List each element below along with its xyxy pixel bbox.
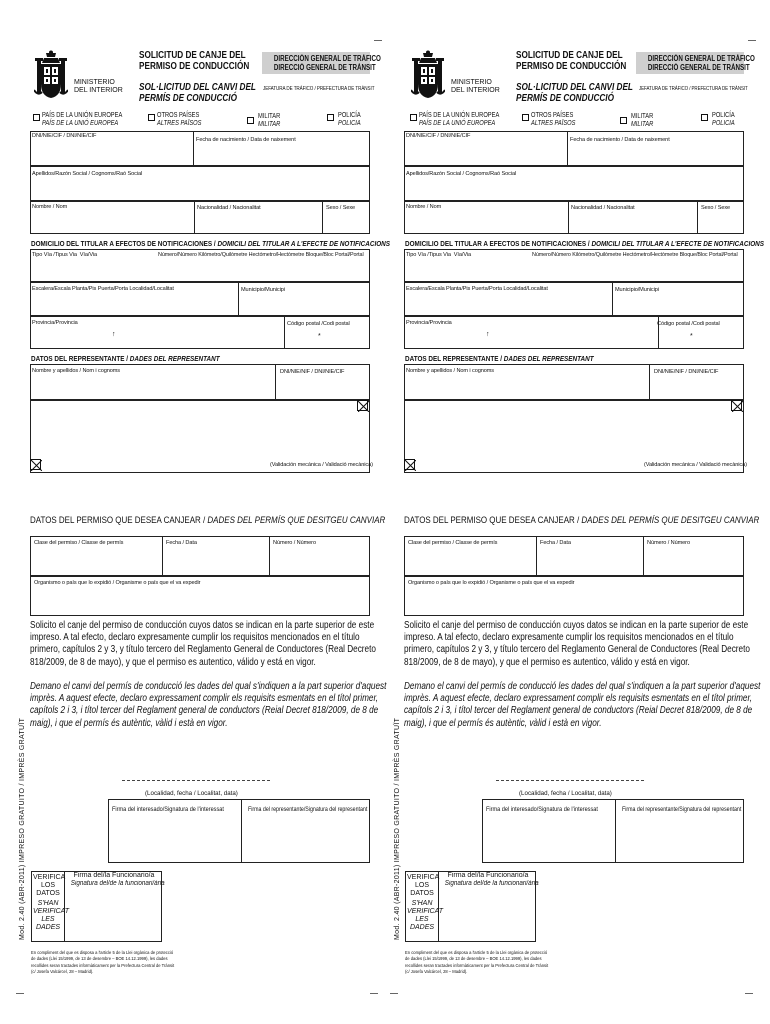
validation-cross-icon <box>404 459 415 470</box>
birth-date-label: Fecha de nacimiento / Data de naixement <box>196 137 296 143</box>
permit-class-label: Clase del permiso / Classe de permís <box>408 540 498 546</box>
crop-mark <box>390 993 398 994</box>
form-title-ca: SOL·LICITUD DEL CANVI DEL PERMÍS DE CONDUCCIÓ <box>139 82 256 104</box>
dni-label: DNI/NIE/CIF / DNI/NIE/CIF <box>406 133 471 139</box>
other-countries-checkbox[interactable] <box>148 114 155 121</box>
official-signature-label: Firma del/la Funcionario/a Signatura del/de la funcionari/ària <box>444 872 539 887</box>
sex-label: Sexo / Sexe <box>701 205 731 211</box>
police-label: POLICÍA POLICIA <box>712 112 735 127</box>
side-label: Mod. 2.40 (ABR-2011) IMPRESO GRATUITO / IMPRÈS GRATUÏT <box>394 717 401 940</box>
military-label: MILITAR MILITAR <box>258 113 281 128</box>
birth-date-label: Fecha de nacimiento / Data de naixement <box>570 137 670 143</box>
representative-dni-label: DNI/NIE/NIF / DNI/NIE/CIF <box>654 369 719 375</box>
declaration-es: Solicito el canje del permiso de conducción cuyos datos se indican en la parte superior de este impreso. A tal efecto, declaro expresamente cumplir los requisitos mencionados en el título primero, capítulos 2 y 3, y título tercero del Reglamento General de Conductores (Real Decreto 818/2009, de 8 de mayo), y que el permiso es autentico, válido y está en vigor. <box>404 620 750 668</box>
police-checkbox[interactable] <box>701 114 708 121</box>
postal-code-label: Código postal /Codi postal <box>657 321 720 327</box>
street-type-label: Tipo Vía /Tipus Via Vía/Via <box>32 252 97 258</box>
validation-cross-icon <box>731 400 742 411</box>
nationality-label: Nacionalidad / Nacionalitat <box>571 205 635 211</box>
representative-name-label: Nombre y apellidos / Nom i cognoms <box>32 368 121 374</box>
place-date-line <box>122 780 270 781</box>
crop-mark <box>16 993 24 994</box>
surnames-label: Apellidos/Razón Social / Cognoms/Raó Social <box>32 171 143 177</box>
place-date-label: (Localidad, fecha / Localitat, data) <box>145 790 238 797</box>
form-title-es: SOLICITUD DE CANJE DEL PERMISO DE CONDUCCIÓN <box>139 50 250 72</box>
name-label: Nombre / Nom <box>32 204 68 210</box>
permit-date-label: Fecha / Data <box>540 540 571 546</box>
mechanical-validation-label: (Validación mecánica / Validació mecànica) <box>270 462 373 468</box>
ministry-label: MINISTERIO DEL INTERIOR <box>451 79 500 94</box>
province-arrow-mark: ↑ <box>486 331 490 338</box>
form-title-ca: SOL·LICITUD DEL CANVI DEL PERMÍS DE CONDUCCIÓ <box>516 82 633 104</box>
stair-label: Escalera/Escala Planta/Pis Puerta/Porta Localidad/Localitat <box>406 286 548 292</box>
province-label: Provincia/Provincia <box>406 320 452 326</box>
jefatura-label: JEFATURA DE TRÁFICO / PREFECTURA DE TRÀNSIT <box>639 86 748 92</box>
dgt-header: DIRECCIÓN GENERAL DE TRÁFICO DIRECCIÓ GENERAL DE TRÀNSIT <box>262 52 370 74</box>
place-date-label: (Localidad, fecha / Localitat, data) <box>519 790 612 797</box>
ministry-label: MINISTERIO DEL INTERIOR <box>74 79 123 94</box>
province-arrow-mark: ↑ <box>112 331 116 338</box>
verifica-label: VERIFICA LOS DATOS S'HAN VERIFICAT LES DADES <box>407 874 444 931</box>
coat-of-arms-logo <box>34 50 68 111</box>
representative-heading: DATOS DEL REPRESENTANTE / DADES DEL REPRESENTANT <box>31 354 220 363</box>
crop-mark <box>748 40 756 41</box>
eu-country-checkbox[interactable] <box>410 114 417 121</box>
police-label: POLICÍA POLICIA <box>338 112 361 127</box>
surnames-label: Apellidos/Razón Social / Cognoms/Raó Social <box>406 171 517 177</box>
permit-heading: DATOS DEL PERMISO QUE DESEA CANJEAR / DADES DEL PERMÍS QUE DESITGEU CANVIAR <box>30 514 386 525</box>
street-numbers-label: Número/Número Kilómetro/Quilòmetre Hectómetro/Hectòmetre Bloque/Bloc Portal/Portal <box>158 252 364 258</box>
permit-issuer-label: Organismo o país que lo expidió / Organisme o país que el va expedir <box>34 580 201 586</box>
coat-of-arms-logo <box>411 50 445 111</box>
other-countries-checkbox[interactable] <box>522 114 529 121</box>
declaration-ca: Demano el canvi del permís de conducció les dades del qual s'indiquen a la part superior d'aquest imprès. A aquest efecte, declaro expressament complir els requisits esmentats en el títol primer, capítols 2 i 3, i títol tercer del Reglament general de conductors (Reial Decret 818/2009, de 8 de maig), i que el permís és autèntic, vàlid i està en vigor. <box>404 681 761 729</box>
validation-cross-icon <box>357 400 368 411</box>
dgt-header: DIRECCIÓN GENERAL DE TRÁFICO DIRECCIÓ GENERAL DE TRÀNSIT <box>636 52 744 74</box>
police-checkbox[interactable] <box>327 114 334 121</box>
other-countries-label: OTROS PAÍSES ALTRES PAÏSOS <box>157 112 202 127</box>
crop-mark <box>745 993 753 994</box>
stair-label: Escalera/Escala Planta/Pis Puerta/Porta Localidad/Localitat <box>32 286 174 292</box>
representative-signature-label: Firma del representante/Signatura del representant <box>248 806 368 813</box>
address-heading: DOMICILIO DEL TITULAR A EFECTOS DE NOTIFICACIONES / DOMICILI DEL TITULAR A L'EFECTE DE NOTIFICACIONS <box>405 239 764 248</box>
permit-date-label: Fecha / Data <box>166 540 197 546</box>
permit-number-label: Número / Número <box>273 540 316 546</box>
jefatura-label: JEFATURA DE TRÁFICO / PREFECTURA DE TRÀNSIT <box>263 86 375 92</box>
postal-code-label: Código postal /Codi postal <box>287 321 350 327</box>
declaration-ca: Demano el canvi del permís de conducció les dades del qual s'indiquen a la part superior d'aquest imprès. A aquest efecte, declaro expressament complir els requisits esmentats en el títol primer, capítols 2 i 3, i títol tercer del Reglament general de conductors (Reial Decret 818/2009, de 8 de maig), i que el permís és autèntic, vàlid i està en vigor. <box>30 681 387 729</box>
representative-heading: DATOS DEL REPRESENTANTE / DADES DEL REPRESENTANT <box>405 354 594 363</box>
applicant-signature-label: Firma del interesado/Signatura de l'interessat <box>112 806 224 813</box>
permit-number-label: Número / Número <box>647 540 690 546</box>
other-countries-label: OTROS PAÍSES ALTRES PAÏSOS <box>531 112 576 127</box>
eu-country-label: PAÍS DE LA UNIÓN EUROPEA PAÍS DE LA UNIÓ EUROPEA <box>419 112 500 127</box>
postal-asterisk-mark: * <box>318 333 321 340</box>
municipality-label: Municipio/Municipi <box>615 287 659 293</box>
eu-country-label: PAÍS DE LA UNIÓN EUROPEA PAÍS DE LA UNIÓ EUROPEA <box>42 112 123 127</box>
military-checkbox[interactable] <box>620 117 627 124</box>
form-title-es: SOLICITUD DE CANJE DEL PERMISO DE CONDUCCIÓN <box>516 50 627 72</box>
declaration-es: Solicito el canje del permiso de conducción cuyos datos se indican en la parte superior de este impreso. A tal efecto, declaro expresamente cumplir los requisitos mencionados en el título primero, capítulos 2 y 3, y título tercero del Reglamento General de Conductores (Real Decreto 818/2009, de 8 de mayo), y que el permiso es autentico, válido y está en vigor. <box>30 620 376 668</box>
mechanical-validation-label: (Validación mecánica / Validació mecànica) <box>644 462 747 468</box>
name-label: Nombre / Nom <box>406 204 442 210</box>
place-date-line <box>496 780 644 781</box>
footnote: En compliment del que es disposa a l'article 5 de la Llei orgànica de protecció de dades (Llei 15/1999, de 13 de desembre – BOE 14.12.1999), les dades recollides seran tractades informàticament per la Prefectura Central de Trànsit (c/ Josefa Valcárcel, 28 – Madrid). <box>31 950 175 975</box>
permit-class-label: Clase del permiso / Classe de permís <box>34 540 124 546</box>
crop-mark <box>374 40 382 41</box>
nationality-label: Nacionalidad / Nacionalitat <box>197 205 261 211</box>
military-checkbox[interactable] <box>247 117 254 124</box>
form-copy-right <box>377 0 762 1024</box>
crop-mark <box>370 993 378 994</box>
permit-heading: DATOS DEL PERMISO QUE DESEA CANJEAR / DADES DEL PERMÍS QUE DESITGEU CANVIAR <box>404 514 760 525</box>
validation-cross-icon <box>30 459 41 470</box>
postal-asterisk-mark: * <box>690 333 693 340</box>
province-label: Provincia/Provincia <box>32 320 78 326</box>
representative-signature-label: Firma del representante/Signatura del representant <box>622 806 742 813</box>
street-numbers-label: Número/Número Kilómetro/Quilòmetre Hectómetro/Hectòmetre Bloque/Bloc Portal/Portal <box>532 252 738 258</box>
permit-issuer-label: Organismo o país que lo expidió / Organisme o país que el va expedir <box>408 580 575 586</box>
applicant-signature-label: Firma del interesado/Signatura de l'interessat <box>486 806 598 813</box>
side-label: Mod. 2.40 (ABR-2011) IMPRESO GRATUITO / IMPRÈS GRATUÏT <box>19 717 26 940</box>
sex-label: Sexo / Sexe <box>326 205 356 211</box>
address-heading: DOMICILIO DEL TITULAR A EFECTOS DE NOTIFICACIONES / DOMICILI DEL TITULAR A L'EFECTE DE NOTIFICACIONS <box>31 239 390 248</box>
municipality-label: Municipio/Municipi <box>241 287 285 293</box>
eu-country-checkbox[interactable] <box>33 114 40 121</box>
dni-label: DNI/NIE/CIF / DNI/NIE/CIF <box>32 133 97 139</box>
street-type-label: Tipo Vía /Tipus Via Vía/Via <box>406 252 471 258</box>
footnote: En compliment del que es disposa a l'article 5 de la Llei orgànica de protecció de dades (Llei 15/1999, de 13 de desembre – BOE 14.12.1999), les dades recollides seran tractades informàticament per la Prefectura Central de Trànsit (c/ Josefa Valcárcel, 28 – Madrid). <box>405 950 549 975</box>
representative-dni-label: DNI/NIE/NIF / DNI/NIE/CIF <box>280 369 345 375</box>
verifica-label: VERIFICA LOS DATOS S'HAN VERIFICAT LES DADES <box>33 874 70 931</box>
military-label: MILITAR MILITAR <box>631 113 654 128</box>
representative-name-label: Nombre y apellidos / Nom i cognoms <box>406 368 495 374</box>
official-signature-label: Firma del/la Funcionario/a Signatura del/de la funcionari/ària <box>70 872 165 887</box>
